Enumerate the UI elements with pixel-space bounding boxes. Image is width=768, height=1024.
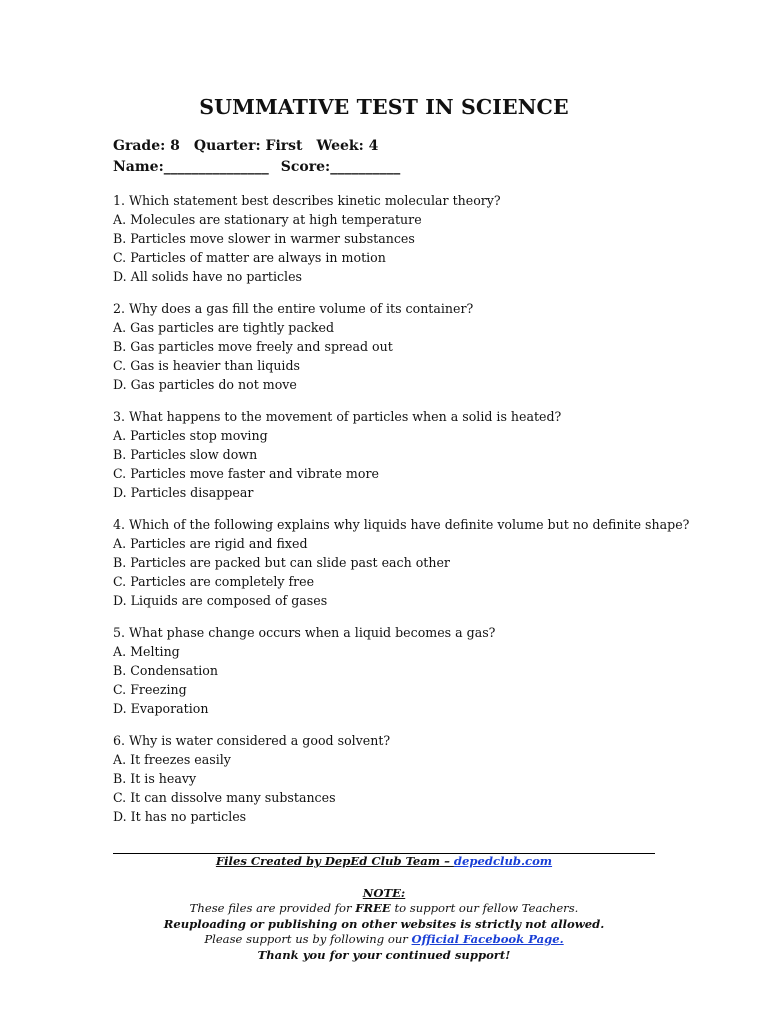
footer-credit [113,854,655,870]
option-c: C. Particles of matter are always in motion [113,250,386,265]
option-d: D. Evaporation [113,701,209,716]
option-c: C. Gas is heavier than liquids [113,358,300,373]
line3-pre: Please support us by following our [204,932,412,946]
option-b: B. Condensation [113,663,218,678]
question-text: 2. Why does a gas fill the entire volume of its container? [113,301,474,316]
score-field: Score:__________ [280,159,401,175]
week-label: Week: 4 [316,138,379,154]
option-a: A. Molecules are stationary at high temperature [113,212,422,227]
question-text: 3. What happens to the movement of particles when a solid is heated? [113,409,562,424]
option-a: A. Particles stop moving [113,428,268,443]
grade-label: Grade: 8 [113,138,180,154]
option-a: A. Particles are rigid and fixed [113,536,308,551]
option-a: A. Melting [113,644,180,659]
question-text: 1. Which statement best describes kinetic molecular theory? [113,193,501,208]
question-1 [113,191,673,286]
footer-line-3 [113,932,655,948]
line1-bold: FREE [355,901,391,915]
line1-post: to support our fellow Teachers. [390,901,579,915]
question-2 [113,299,673,394]
option-c: C. It can dissolve many substances [113,790,336,805]
quarter-label: Quarter: First [193,138,303,154]
footer-line-4: Thank you for your continued support! [257,947,511,962]
option-d: D. It has no particles [113,809,247,824]
footer-line-1 [113,901,655,917]
option-b: B. Particles slow down [113,447,258,462]
option-c: C. Particles are completely free [113,574,315,589]
option-d: D. Gas particles do not move [113,377,297,392]
question-6 [113,731,673,826]
option-a: A. Gas particles are tightly packed [113,320,335,335]
question-5 [113,623,673,718]
question-text: 6. Why is water considered a good solvent? [113,733,391,748]
option-a: A. It freezes easily [113,752,231,767]
name-field: Name:_______________ [113,159,269,175]
option-b: B. Particles are packed but can slide past each other [113,555,450,570]
note-label: NOTE: [362,885,406,900]
question-4 [113,515,690,610]
option-b: B. Particles move slower in warmer substances [113,231,415,246]
credit-link[interactable]: depedclub.com [453,854,553,868]
credit-text: Files Created by DepEd Club Team – [215,854,454,868]
question-list [113,191,690,839]
question-text: 5. What phase change occurs when a liquid becomes a gas? [113,625,496,640]
meta-row-grade [113,138,378,154]
option-c: C. Particles move faster and vibrate more [113,466,379,481]
line1-pre: These files are provided for [189,901,356,915]
option-b: B. Gas particles move freely and spread out [113,339,393,354]
page-title: SUMMATIVE TEST IN SCIENCE [199,95,569,119]
option-d: D. All solids have no particles [113,269,302,284]
question-text: 4. Which of the following explains why liquids have definite volume but no definite shape? [113,517,690,532]
option-d: D. Liquids are composed of gases [113,593,328,608]
option-d: D. Particles disappear [113,485,254,500]
footer-line-2: Reuploading or publishing on other websites is strictly not allowed. [163,916,605,931]
option-b: B. It is heavy [113,771,197,786]
question-3 [113,407,673,502]
option-c: C. Freezing [113,682,187,697]
footer [113,854,655,963]
meta-row-name [113,159,400,175]
facebook-page-link[interactable]: Official Facebook Page. [411,932,564,946]
